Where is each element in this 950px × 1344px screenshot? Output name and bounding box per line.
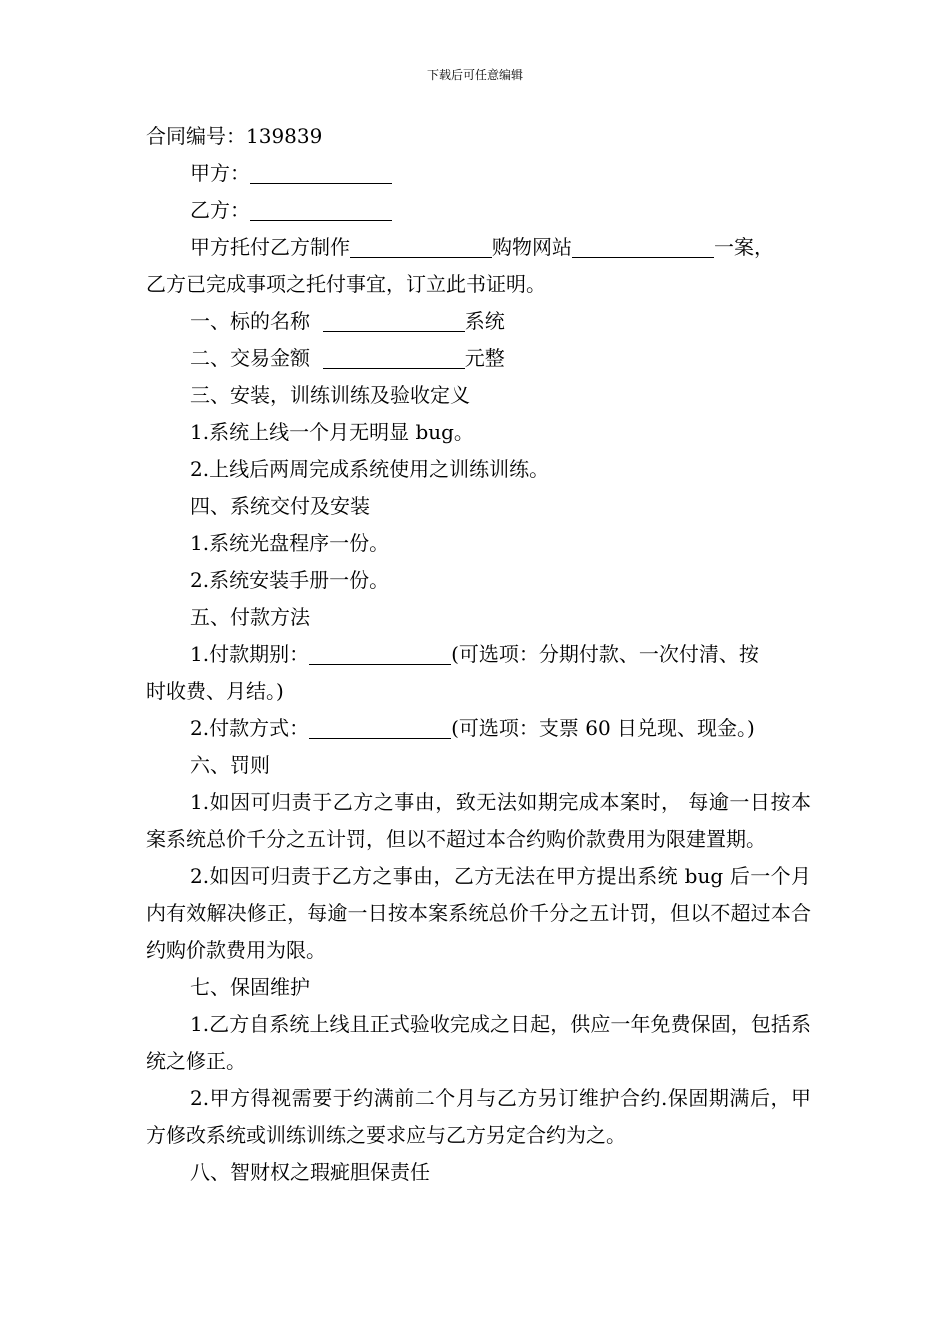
section-4-item-1: 1.系统光盘程序一份。	[190, 531, 390, 555]
section-2-blank	[323, 348, 465, 369]
section-1-blank	[323, 311, 465, 332]
section-6-item-2: 2.如因可归责于乙方之事由，乙方无法在甲方提出系统 bug 后一个月内有效解决修正，每逾一日按本案系统总价千分之五计罚，但以不超过本合约购价款费用为限。	[146, 864, 811, 962]
party-a-line	[146, 155, 811, 192]
payment-period-label: 1.付款期别：	[190, 642, 310, 666]
section-3-item-2: 2.上线后两周完成系统使用之训练训练。	[190, 457, 550, 481]
payment-method-blank	[309, 718, 451, 739]
section-7-item-1: 1.乙方自系统上线且正式验收完成之日起，供应一年免费保固，包括系统之修正。	[146, 1012, 811, 1073]
intro-continuation: 乙方已完成事项之托付事宜，订立此书证明。	[146, 272, 546, 296]
party-b-blank	[250, 200, 392, 221]
section-7-title: 七、保固维护	[190, 975, 310, 999]
section-1-label: 一、标的名称	[190, 309, 310, 333]
section-6-title: 六、罚则	[190, 753, 270, 777]
intro-text-1: 甲方托付乙方制作	[190, 235, 350, 259]
section-5-item-1-cont: 时收费、月结。)	[146, 679, 284, 703]
contract-body	[146, 118, 811, 1191]
contract-number: 合同编号：139839	[146, 124, 323, 148]
section-3-title: 三、安装，训练训练及验收定义	[190, 383, 470, 407]
party-a-label: 甲方：	[190, 161, 250, 185]
party-b-label: 乙方：	[190, 198, 250, 222]
section-5-title: 五、付款方法	[190, 605, 310, 629]
section-3-item-1: 1.系统上线一个月无明显 bug。	[190, 420, 474, 444]
intro-line	[146, 229, 811, 266]
payment-method-options: (可选项：支票 60 日兑现、现金。)	[451, 716, 755, 740]
section-2-label: 二、交易金额	[190, 346, 310, 370]
section-5-item-1	[146, 636, 811, 673]
payment-method-label: 2.付款方式：	[190, 716, 310, 740]
section-2	[146, 340, 811, 377]
section-7-item-2: 2.甲方得视需要于约满前二个月与乙方另订维护合约.保固期满后，甲方修改系统或训练训练之要求应与乙方另定合约为之。	[146, 1086, 811, 1147]
intro-text-3: 一案，	[714, 235, 774, 259]
intro-blank-2	[572, 237, 714, 258]
section-6-item-1: 1.如因可归责于乙方之事由，致无法如期完成本案时， 每逾一日按本案系统总价千分之五计罚，但以不超过本合约购价款费用为限建置期。	[146, 790, 811, 851]
payment-period-options: (可选项：分期付款、一次付清、按	[451, 642, 759, 666]
intro-blank-1	[350, 237, 492, 258]
party-b-line	[146, 192, 811, 229]
section-1-suffix: 系统	[464, 309, 505, 333]
intro-text-2: 购物网站	[492, 235, 572, 259]
section-4-item-2: 2.系统安装手册一份。	[190, 568, 390, 592]
section-2-suffix: 元整	[464, 346, 505, 370]
section-8-title: 八、智财权之瑕疵胆保责任	[190, 1160, 430, 1184]
page-header: 下载后可任意编辑	[426, 68, 523, 82]
payment-period-blank	[309, 644, 451, 665]
section-1	[146, 303, 811, 340]
party-a-blank	[250, 163, 392, 184]
section-4-title: 四、系统交付及安装	[190, 494, 370, 518]
section-5-item-2	[146, 710, 811, 747]
